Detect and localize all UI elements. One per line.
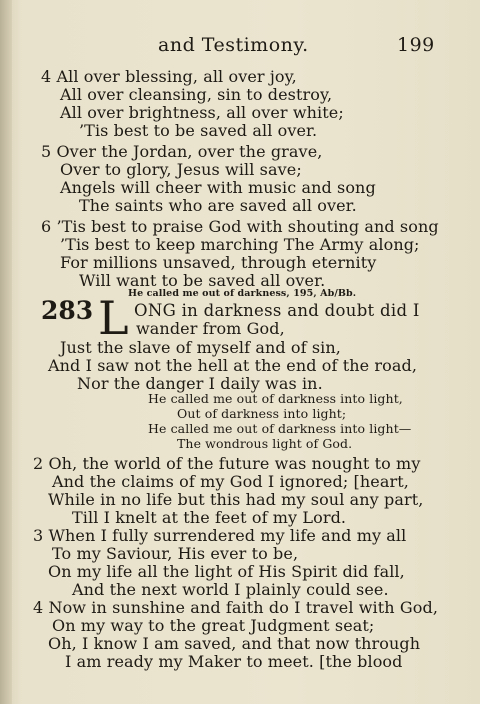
page-number: 199 — [397, 34, 435, 56]
verse-line: ’Tis best to keep marching The Army along; — [60, 235, 420, 254]
chorus-line: Out of darkness into light; — [177, 406, 347, 421]
verse-line: The saints who are saved all over. — [79, 196, 357, 215]
verse-line: While in no life but this had my soul any part, — [48, 490, 424, 509]
verse-line: I am ready my Maker to meet. [the blood — [65, 652, 403, 671]
verse-line: 4 All over blessing, all over joy, — [41, 67, 297, 86]
verse-line: ’Tis best to be saved all over. — [79, 121, 318, 140]
verse-line: Will want to be saved all over. — [79, 271, 326, 290]
verse-line: Angels will cheer with music and song — [60, 178, 376, 197]
hymn-second-line: wander from God, — [136, 319, 285, 338]
verse-line: 2 Oh, the world of the future was nought to my — [33, 454, 421, 473]
verse-line: 3 When I fully surrendered my life and my all — [33, 526, 407, 545]
verse-line: All over brightness, all over white; — [60, 103, 344, 122]
drop-cap: L — [98, 291, 129, 345]
verse-line: And I saw not the hell at the end of the road, — [48, 356, 418, 375]
page-title: and Testimony. — [158, 34, 309, 56]
verse-line: Just the slave of myself and of sin, — [60, 338, 341, 357]
verse-line: On my way to the great Judgment seat; — [52, 616, 375, 635]
verse-line: And the next world I plainly could see. — [72, 580, 389, 599]
verse-line: On my life all the light of His Spirit did fall, — [48, 562, 405, 581]
verse-line: 6 ’Tis best to praise God with shouting and song — [41, 217, 439, 236]
chorus-line: He called me out of darkness into light— — [148, 421, 412, 436]
verse-line: 4 Now in sunshine and faith do I travel with God, — [33, 598, 439, 617]
verse-line: Oh, I know I am saved, and that now through — [48, 634, 421, 653]
tune-reference: He called me out of darkness, 195, Ab/Bb. — [128, 288, 357, 299]
verse-line: All over cleansing, sin to destroy, — [60, 85, 333, 104]
page-gutter — [0, 0, 12, 704]
verse-line: 5 Over the Jordan, over the grave, — [41, 142, 323, 161]
chorus-line: The wondrous light of God. — [177, 436, 353, 451]
page-header — [0, 34, 480, 58]
verse-line: For millions unsaved, through eternity — [60, 253, 377, 272]
hymn-number: 283 — [41, 296, 94, 325]
verse-line: Till I knelt at the feet of my Lord. — [72, 508, 347, 527]
verse-line: And the claims of my God I ignored; [heart, — [52, 472, 409, 491]
verse-line: To my Saviour, His ever to be, — [52, 544, 299, 563]
chorus-line: He called me out of darkness into light, — [148, 391, 403, 406]
verse-line: Over to glory, Jesus will save; — [60, 160, 302, 179]
verse-line: Nor the danger I daily was in. — [77, 374, 323, 393]
hymn-first-line: ONG in darkness and doubt did I — [134, 301, 420, 320]
